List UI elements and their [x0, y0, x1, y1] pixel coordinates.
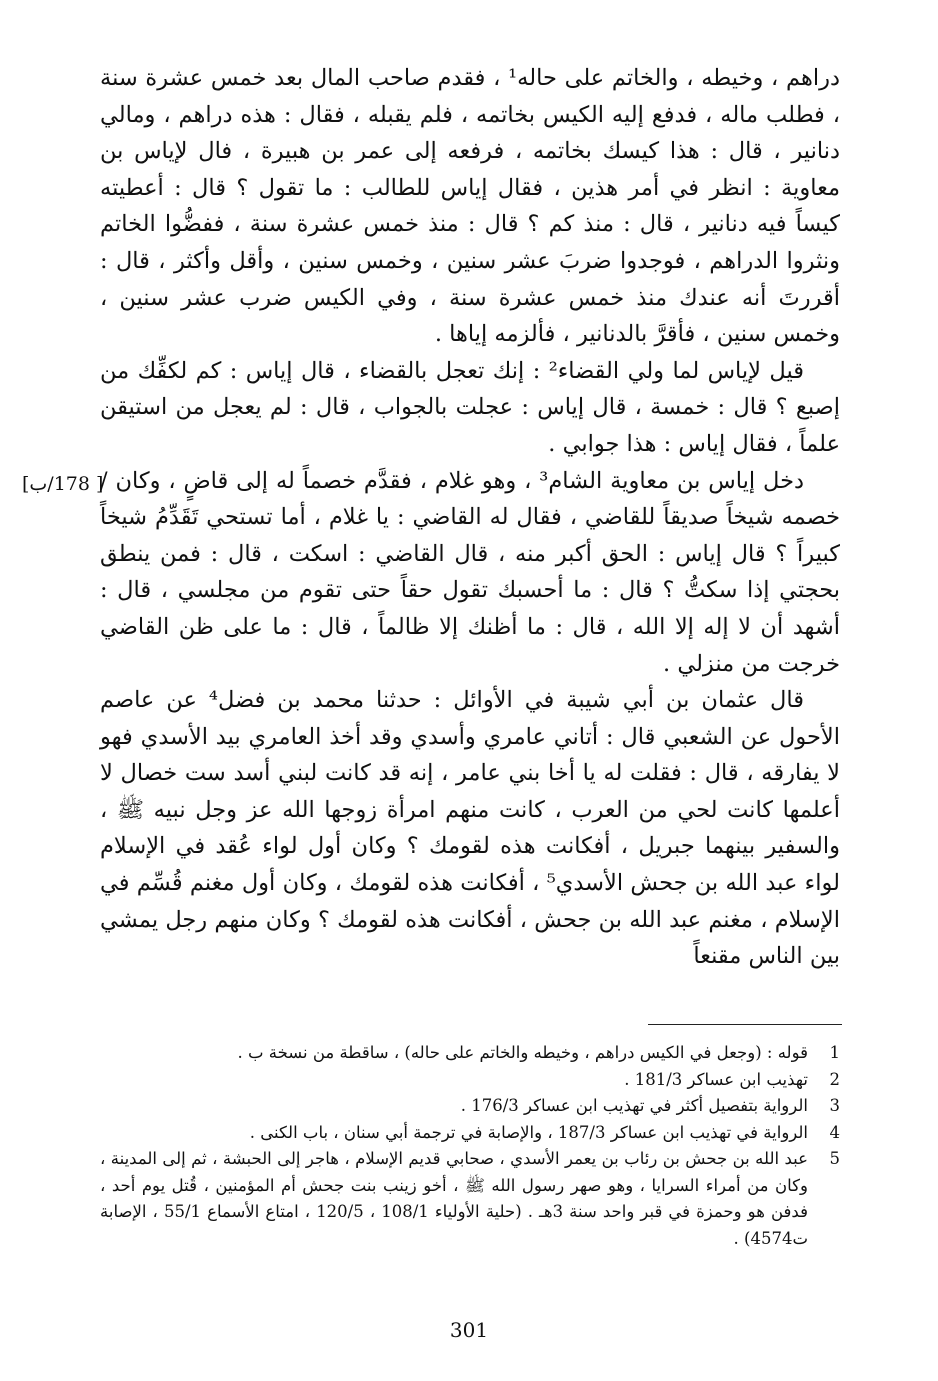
footnote-text: عبد الله بن جحش بن رئاب بن يعمر الأسدي ، صحابي قديم الإسلام ، هاجر إلى الحبشة ، ثم إلى المدينة ، وكان من أمراء السرايا ، وهو صهر رسول الله ﷺ ، أخو زينب بنت جحش أم المؤمنين ، قُتل يوم أحد ، فدفن هو وحمزة في قبر واحد سنة 3هـ . (حلية الأولياء 108/1 ، 120/5 ، امتاع الأسماع 55/1 ، الإصابة ت4574) . — [100, 1149, 808, 1248]
footnote — [100, 1146, 840, 1252]
footnote — [100, 1040, 840, 1067]
footnote-number: 3 — [829, 1096, 840, 1115]
footnote-text: تهذيب ابن عساكر 181/3 . — [624, 1069, 808, 1089]
footnote-text: الرواية بتفصيل أكثر في تهذيب ابن عساكر 176/3 . — [460, 1096, 808, 1115]
footnote — [100, 1093, 840, 1120]
footnote-number: 1 — [829, 1043, 840, 1062]
paragraph-1: دراهم ، وخيطه ، والخاتم على حاله¹ ، فقدم صاحب المال بعد خمس عشرة سنة ، فطلب ماله ، فدفع إليه الكيس بخاتمه ، فلم يقبله ، فقال : هذه دراهم ، ومالي دنانير ، قال : هذا كيسك بخاتمه ، فرفعه إلى عمر بن هبيرة ، فال لإياس بن معاوية : انظر في أمر هذين ، فقال إياس للطالب : ما تقول ؟ قال : أعطيته كيساً فيه دنانير ، قال : منذ كم ؟ قال : منذ خمس عشرة سنة ، ففضُّوا الخاتم ونثروا الدراهم ، فوجدوا ضربَ عشر سنين ، وخمس سنين ، وأقل وأكثر ، قال : أقررتَ أنه عندك منذ خمس عشرة سنة ، وفي الكيس ضرب عشر سنين ، وخمس سنين ، فأقرَّ بالدنانير ، فألزمه إياها . — [100, 65, 840, 348]
footnote — [100, 1120, 840, 1147]
page-number: 301 — [449, 1318, 489, 1342]
footnote-number: 2 — [829, 1069, 840, 1089]
footnote-number: 5 — [829, 1149, 840, 1168]
footnote-separator — [648, 1024, 842, 1025]
footnote-text: قوله : (وجعل في الكيس دراهم ، وخيطه والخاتم على حاله) ، ساقطة من نسخة ب . — [237, 1043, 808, 1062]
footnotes — [100, 1040, 840, 1252]
paragraph-3: دخل إياس بن معاوية الشام³ ، وهو غلام ، فقدَّم خصماً له إلى قاضٍ ، وكان / خصمه شيخاً صديقاً للقاضي ، فقال له القاضي : يا غلام ، أما تستحي تَقَدِّمُ شيخاً كبيراً ؟ قال إياس : الحق أكبر منه ، قال القاضي : اسكت ، قال : فمن ينطق بحجتي إذا سكتُّ ؟ قال : ما أحسبك تقول حقاً حتى تقوم من مجلسي ، قال : أشهد أن لا إله إلا الله ، قال : ما أظنك إلا ظالماً ، قال : ما على ظن القاضي خرجت من منزلي . — [100, 467, 840, 677]
paragraph-2: قيل لإياس لما ولي القضاء² : إنك تعجل بالقضاء ، قال إياس : كم لكفِّك من إصبع ؟ قال : خمسة ، قال إياس : عجلت بالجواب ، قال : لم يعجل من استيقن علماً ، فقال إياس : هذا جوابي . — [100, 357, 840, 457]
footnote — [100, 1067, 840, 1094]
footnote-text: الرواية في تهذيب ابن عساكر 187/3 ، والإصابة في ترجمة أبي سنان ، باب الكنى . — [249, 1122, 808, 1142]
paragraph-4: قال عثمان بن أبي شيبة في الأوائل : حدثنا محمد بن فضل⁴ عن عاصم الأحول عن الشعبي قال : أتاني عامري وأسدي وقد أخذ العامري بيد الأسدي فهو لا يفارقه ، قال : فقلت له يا أخا بني عامر ، إنه قد كانت لبني أسد ست خصال لا أعلمها كانت لحي من العرب ، كانت منهم امرأة زوجها الله عز وجل نبيه ﷺ ، والسفير بينهما جبريل ، أفكانت هذه لقومك ؟ وكان أول لواء عُقد في الإسلام لواء عبد الله بن جحش الأسدي⁵ ، أفكانت هذه لقومك ، وكان أول مغنم قُسِّم في الإسلام ، مغنم عبد الله بن جحش ، أفكانت هذه لقومك ؟ وكان منهم رجل يمشي بين الناس مقنعاً — [100, 687, 840, 970]
main-text — [100, 60, 840, 975]
manuscript-folio-marker: [ 178/ب] — [22, 473, 104, 495]
footnote-number: 4 — [829, 1122, 840, 1142]
